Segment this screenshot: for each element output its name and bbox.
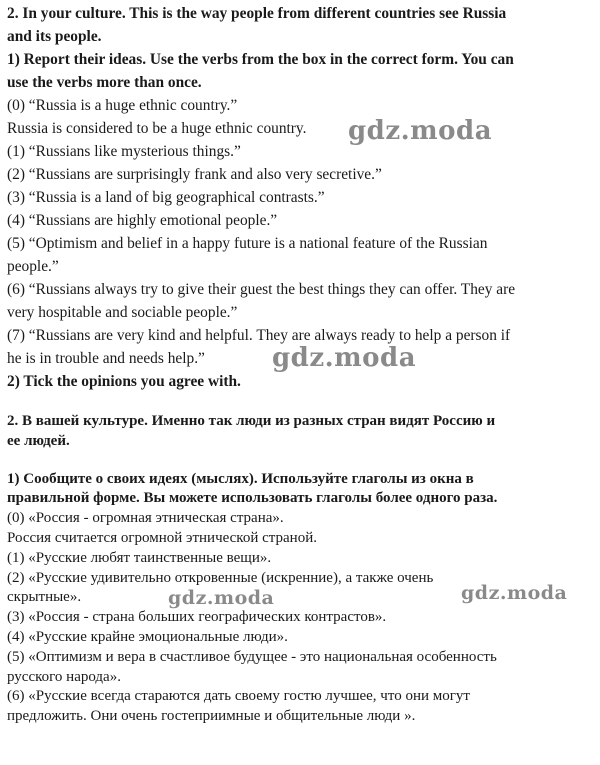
english-heading-line-2: and its people. [7, 28, 102, 45]
english-item-3: (3) “Russia is a land of big geographical contrasts.” [7, 189, 325, 206]
russian-item-6-line-2: предложить. Они очень гостеприимные и общительные люди ». [7, 708, 416, 725]
russian-item-5-line-2: русского народа». [7, 668, 121, 685]
english-task-1-line-1: 1) Report their ideas. Use the verbs from the box in the correct form. You can [7, 51, 514, 68]
english-item-6-line-2: very hospitable and sociable people.” [7, 304, 238, 321]
russian-heading-line-1: 2. В вашей культуре. Именно так люди из разных стран видят Россию и [7, 413, 496, 429]
russian-heading-line-2: ее людей. [7, 432, 70, 449]
russian-item-3: (3) «Россия - страна больших географических контрастов». [7, 609, 387, 626]
russian-item-0-quote: (0) «Россия - огромная этническая страна». [7, 510, 284, 527]
english-item-7-line-2: he is in trouble and needs help.” [7, 350, 205, 367]
russian-item-0-example: Россия считается огромной этнической страной. [7, 529, 317, 546]
russian-item-2-line-2: скрытные». [7, 589, 82, 606]
english-item-5-line-1: (5) “Optimism and belief in a happy future is a national feature of the Russian [7, 235, 488, 252]
english-item-7-line-1: (7) “Russians are very kind and helpful. They are always ready to help a person if [7, 327, 511, 344]
english-task-1-line-2: use the verbs more than once. [7, 74, 202, 91]
russian-item-1: (1) «Русские любят таинственные вещи». [7, 549, 272, 566]
watermark: gdz.moda [168, 587, 275, 609]
english-section [7, 2, 593, 393]
russian-item-2-line-1: (2) «Русские удивительно откровенные (искренние), а также очень [7, 569, 434, 586]
watermark: gdz.moda [348, 116, 493, 146]
spacer [7, 452, 593, 470]
russian-item-6-line-1: (6) «Русские всегда стараются дать своему гостю лучшее, что они могут [7, 688, 470, 705]
english-item-0-example: Russia is considered to be a huge ethnic country. [7, 120, 307, 137]
english-item-0-quote: (0) “Russia is a huge ethnic country.” [7, 97, 238, 114]
english-item-4: (4) “Russians are highly emotional people.” [7, 212, 278, 229]
english-item-5-line-2: people.” [7, 258, 59, 275]
english-item-1: (1) “Russians like mysterious things.” [7, 143, 241, 160]
russian-task-1-line-1: 1) Сообщите о своих идеях (мыслях). Используйте глаголы из окна в [7, 470, 474, 487]
russian-item-5-line-1: (5) «Оптимизм и вера в счастливое будущее - это национальная особенность [7, 648, 497, 665]
english-item-2: (2) “Russians are surprisingly frank and also very secretive.” [7, 166, 382, 183]
watermark: gdz.moda [272, 343, 417, 373]
russian-task-1-line-2: правильной форме. Вы можете использовать глаголы более одного раза. [7, 490, 498, 507]
english-task-2: 2) Tick the opinions you agree with. [7, 373, 241, 390]
watermark: gdz.moda [461, 582, 568, 604]
russian-section [7, 412, 593, 727]
english-heading-line-1: 2. In your culture. This is the way people from different countries see Russia [7, 5, 507, 22]
russian-item-4: (4) «Русские крайне эмоциональные люди». [7, 628, 288, 645]
english-item-6-line-1: (6) “Russians always try to give their guest the best things they can offer. They are [7, 281, 516, 298]
